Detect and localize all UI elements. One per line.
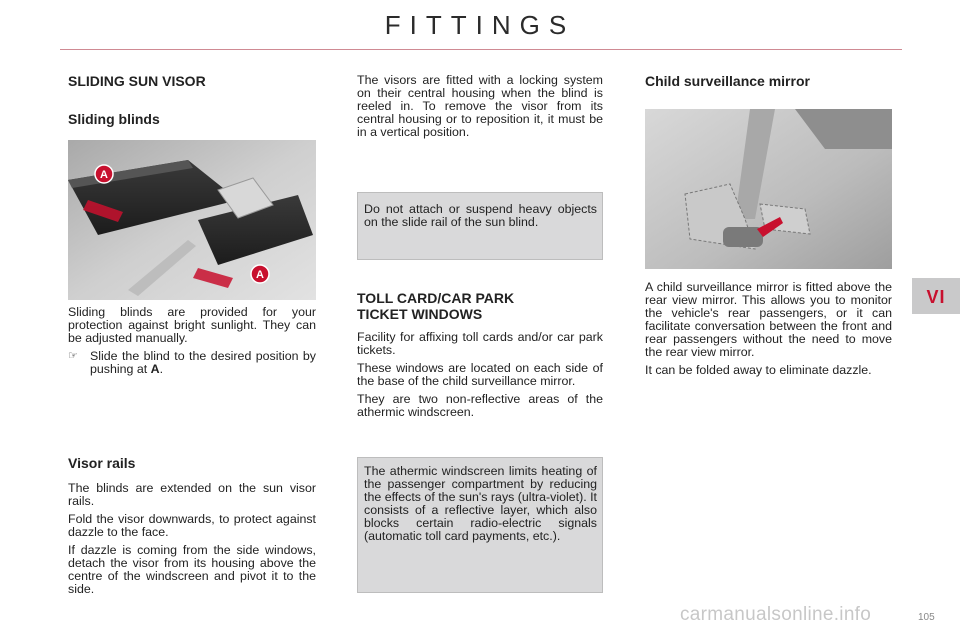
child-mirror-illustration [645, 109, 892, 269]
hand-pointer-icon: ☞ [68, 350, 78, 362]
toll-title-line2: TICKET WINDOWS [357, 306, 483, 322]
toll-p3: They are two non-reflective areas of the athermic windscreen. [357, 392, 603, 419]
bullet-end: . [159, 362, 164, 376]
callout-a-bottom-label: A [256, 269, 264, 281]
sun-visor-illustration [68, 140, 316, 300]
info-text: The athermic windscreen limits heating of the passenger compartment by reducing the effects of the sun's rays (ultra-violet). It consists of a reflective layer, which also blocks certain radio-electric signals (automatic toll card payments, etc.). [364, 464, 597, 543]
visor-rails-text [68, 482, 316, 601]
visor-rails-p2: Fold the visor downwards, to protect against dazzle to the face. [68, 512, 316, 539]
visor-locking-text [357, 74, 603, 144]
toll-card-text [357, 331, 603, 424]
toll-p2: These windows are located on each side of the base of the child surveillance mirror. [357, 361, 603, 388]
sliding-blinds-bullet [68, 350, 316, 376]
section-title-toll-card [357, 290, 514, 322]
bullet-text: Slide the blind to the desired position by pushing at [90, 349, 316, 376]
page-number: 105 [918, 612, 935, 623]
warning-text: Do not attach or suspend heavy objects on the slide rail of the sun blind. [364, 202, 597, 229]
toll-p1: Facility for affixing toll cards and/or car park tickets. [357, 330, 603, 357]
child-mirror-p1: A child surveillance mirror is fitted above the rear view mirror. This allows you to monitor the vehicle's rear passengers, or it can facilitate conversation between the front and rear passengers without the need to move the rear view mirror. [645, 280, 892, 359]
visor-rails-p1: The blinds are extended on the sun visor rails. [68, 481, 316, 508]
subsection-title-sliding-blinds: Sliding blinds [68, 111, 160, 127]
sliding-blinds-intro: Sliding blinds are provided for your protection against bright sunlight. They can be adjusted manually. [68, 305, 316, 345]
child-mirror-text [645, 281, 892, 382]
chapter-tab[interactable]: VI [912, 278, 960, 314]
info-box-athermic [357, 457, 603, 593]
warning-box [357, 192, 603, 260]
section-title-sun-visor: SLIDING SUN VISOR [68, 73, 206, 89]
visor-locking-para: The visors are fitted with a locking system on their central housing when the blind is reeled in. To remove the visor from its central housing or to reposition it, it must be in a vertical position. [357, 73, 603, 139]
watermark: carmanualsonline.info [680, 604, 872, 625]
section-title-child-mirror: Child surveillance mirror [645, 73, 810, 89]
subsection-title-visor-rails: Visor rails [68, 455, 136, 471]
page-title: FITTINGS [384, 10, 576, 40]
title-divider [60, 49, 902, 50]
toll-title-line1: TOLL CARD/CAR PARK [357, 290, 515, 306]
visor-rails-p3: If dazzle is coming from the side windows, detach the visor from its housing above the centre of the windscreen and pivot it to the side. [68, 543, 316, 596]
bullet-bold: A [150, 362, 160, 376]
callout-a-top-label: A [100, 169, 108, 181]
child-mirror-p2: It can be folded away to eliminate dazzle. [645, 363, 872, 377]
sliding-blinds-text [68, 306, 316, 376]
